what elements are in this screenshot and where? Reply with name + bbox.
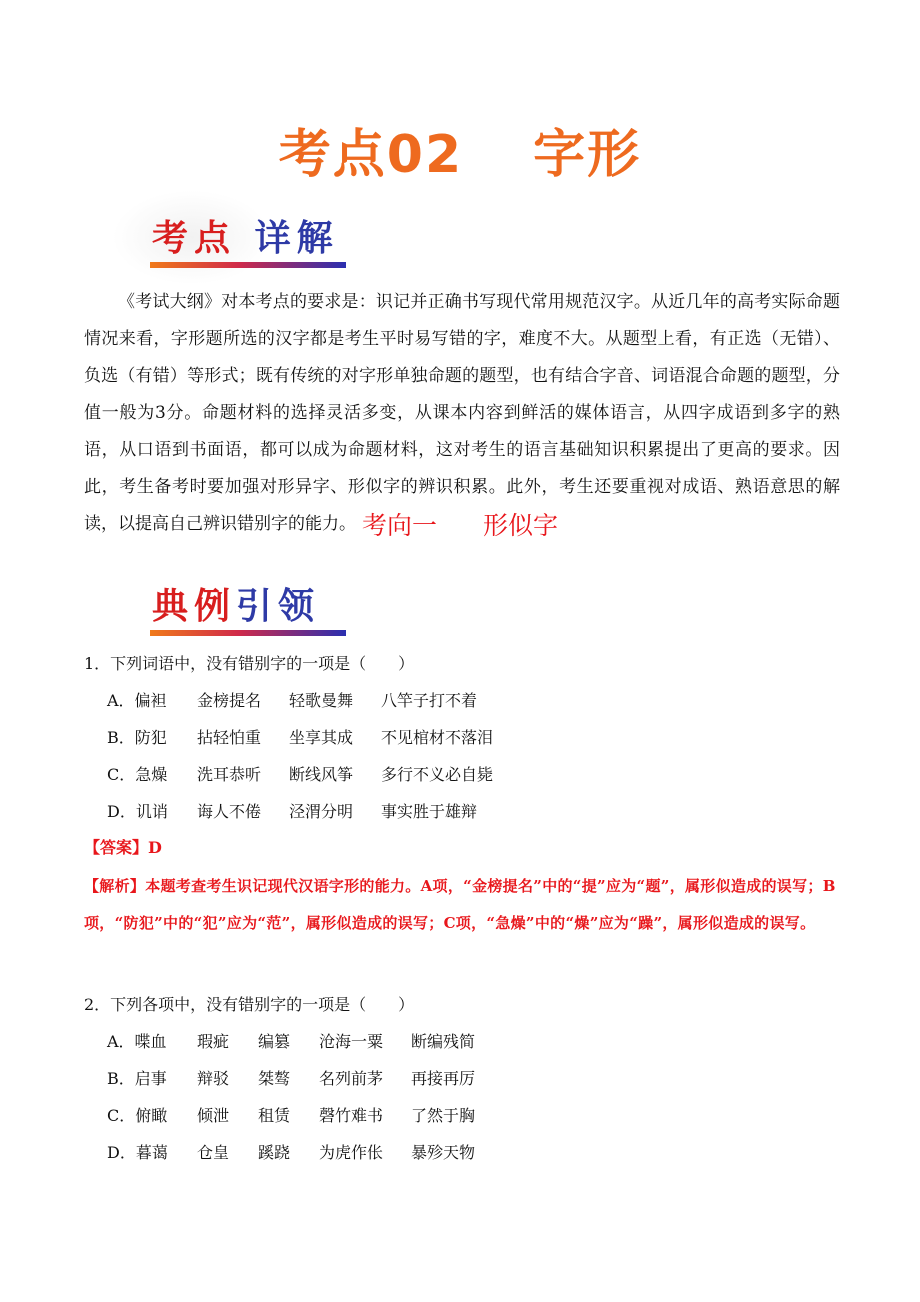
- q1b-c3: 不见棺材不落泪: [381, 728, 494, 747]
- section1-underline: [150, 262, 346, 268]
- q1c-c2: 断线风筝: [289, 765, 354, 784]
- q1b-c0: B．防犯: [107, 728, 167, 747]
- q2b-c1: 辩驳: [197, 1069, 230, 1088]
- q2d-c0: D．暮蔼: [107, 1143, 168, 1162]
- title-part1: 考点02: [278, 125, 464, 185]
- q2c-c0: C．俯瞰: [107, 1106, 168, 1125]
- q2b-c0: B．启事: [107, 1069, 167, 1088]
- q1d-c0: D．讥诮: [107, 802, 168, 821]
- q1c-c1: 洗耳恭听: [197, 765, 262, 784]
- q1c-c0: C．急燥: [107, 765, 168, 784]
- q2d-c3: 为虎作伥: [319, 1143, 384, 1162]
- q1c-c3: 多行不义必自毙: [381, 765, 494, 784]
- q1-answer: 【答案】D: [84, 838, 162, 857]
- q2a-c0: A．喋血: [107, 1032, 167, 1051]
- q2d-c4: 暴殄天物: [411, 1143, 476, 1162]
- q2d-c2: 蹊跷: [258, 1143, 291, 1162]
- q1a-c3: 八竿子打不着: [381, 691, 478, 710]
- q1d-c3: 事实胜于雄辩: [381, 802, 478, 821]
- q1a-c2: 轻歌曼舞: [289, 691, 354, 710]
- q1b-c2: 坐享其成: [289, 728, 354, 747]
- q2a-c2: 编篡: [258, 1032, 291, 1051]
- q1-analysis: 【解析】本题考查考生识记现代汉语字形的能力。A项，“金榜提名”中的“提”应为“题”，属形似造成的误写；B项，“防犯”中的“犯”应为“范”，属形似造成的误写；C项，“急燥”中的“燥”应为“躁”，属形似造成的误写。: [84, 877, 836, 932]
- q1a-c0: A．偏袒: [107, 691, 167, 710]
- q2b-c2: 桀骜: [258, 1069, 291, 1088]
- q1b-c1: 拈轻怕重: [197, 728, 262, 747]
- q1a-c1: 金榜提名: [197, 691, 262, 710]
- section2-red: 典例: [152, 585, 237, 627]
- section1-red: 考点: [152, 217, 237, 259]
- q2a-c3: 沧海一粟: [319, 1032, 384, 1051]
- q2c-c2: 租赁: [258, 1106, 291, 1125]
- subheading: [0, 506, 920, 542]
- q2c-c1: 倾泄: [197, 1106, 230, 1125]
- section1-blue: 详解: [254, 217, 339, 259]
- subhead-part1: 考向一: [361, 511, 437, 540]
- q2b-c3: 名列前茅: [319, 1069, 384, 1088]
- intro-paragraph: 《考试大纲》对本考点的要求是：识记并正确书写现代常用规范汉字。从近几年的高考实际命题情况来看，字形题所选的汉字都是考生平时易写错的字，难度不大。从题型上看，有正选（无错）、负选（有错）等形式；既有传统的对字形单独命题的题型，也有结合字音、词语混合命题的题型，分值一般为3分。命题材料的选择灵活多变，从课本内容到鲜活的媒体语言，从四字成语到多字的熟语，从口语到书面语，都可以成为命题材料，这对考生的语言基础知识积累提出了更高的要求。因此，考生备考时要加强对形异字、形似字的辨识积累。此外，考生还要重视对成语、熟语意思的解读，以提高自己辨识错别字的能力。: [84, 292, 840, 534]
- section2-underline: [150, 630, 346, 636]
- q1d-c2: 泾渭分明: [289, 802, 354, 821]
- q2a-c1: 瑕疵: [197, 1032, 230, 1051]
- q2a-c4: 断编残简: [411, 1032, 476, 1051]
- q2c-c3: 磬竹难书: [319, 1106, 384, 1125]
- question-2-stem: 2．下列各项中，没有错别字的一项是（ ）: [84, 995, 415, 1014]
- q1d-c1: 诲人不倦: [197, 802, 262, 821]
- subhead-part2: 形似字: [483, 511, 559, 540]
- q2b-c4: 再接再厉: [411, 1069, 476, 1088]
- q2d-c1: 仓皇: [197, 1143, 230, 1162]
- q2c-c4: 了然于胸: [411, 1106, 476, 1125]
- page-title: [0, 112, 920, 187]
- section-heading-explain: [142, 210, 347, 280]
- section-heading-examples: [142, 578, 347, 648]
- section2-blue: 引领: [236, 585, 321, 627]
- title-part2: 字形: [533, 125, 642, 185]
- question-1-stem: 1．下列词语中，没有错别字的一项是（ ）: [84, 654, 415, 673]
